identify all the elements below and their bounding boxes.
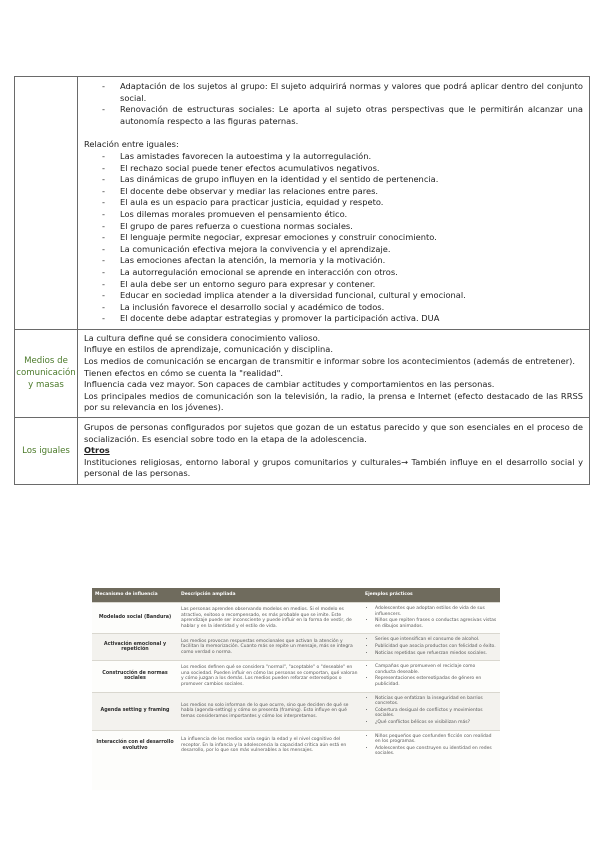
media-line: Los principales medios de comunicación son la televisión, la radio, la prensa e Internet (efecto destacado de las RRSS por su relevancia en los jóvenes). xyxy=(84,390,583,413)
example-item: • ¿Qué conflictos bélicos se visibilizan más? xyxy=(375,720,497,726)
list-item: - Las dinámicas de grupo influyen en la identidad y el sentido de pertenencia. xyxy=(100,174,583,186)
example-item: • Adolescentes que adoptan estilos de vida de sus influencers. xyxy=(375,606,497,617)
table-row xyxy=(92,634,500,661)
list-item: - El aula es un espacio para practicar justicia, equidad y respeto. xyxy=(100,197,583,209)
example-item: • Niños que repiten frases o conductas agresivas vistas en dibujos animados. xyxy=(375,618,497,629)
media-line: La cultura define qué se considera conocimiento valioso. xyxy=(84,332,321,343)
peer-relations-cell xyxy=(78,77,590,330)
description-cell: Los medios provocan respuestas emocionales que activan la atención y facilitan la memorización. Cuanto más se repite un mensaje, más se integra como verdad o norma. xyxy=(178,634,362,661)
mechanism-cell: Modelado social (Bandura) xyxy=(92,603,178,634)
examples-cell xyxy=(362,603,500,634)
media-label: Medios de comunicación y masas xyxy=(15,329,78,417)
others-text: Instituciones religiosas, entorno laboral y grupos comunitarios y culturales→ También influye en el desarrollo social y personal de las personas. xyxy=(84,456,583,479)
header-cell: Ejemplos prácticos xyxy=(362,588,500,603)
table-row xyxy=(92,692,500,730)
media-line: Los medios de comunicación se encargan de transmitir e informar sobre los acontecimientos (además de entretener). xyxy=(84,356,576,367)
example-item: • Noticias repetidas que refuerzan miedos sociales. xyxy=(375,651,497,657)
example-item: • Series que intensifican el consumo de alcohol. xyxy=(375,637,497,643)
example-item: • Publicidad que asocia productos con felicidad o éxito. xyxy=(375,644,497,650)
peers-heading: Relación entre iguales: xyxy=(84,139,179,150)
embedded-table xyxy=(92,588,500,761)
media-line: Influye en estilos de aprendizaje, comunicación y disciplina. xyxy=(84,344,334,355)
peers-bullet-list xyxy=(84,151,583,325)
description-cell: Las personas aprenden observando modelos en medios. Si el modelo es atractivo, exitoso o recompensado, es más probable que se imite. Este aprendizaje puede ser inconsciente y puede influir en la forma de vestir, de hablar y en la identidad y el estilo de vida. xyxy=(178,603,362,634)
description-cell: Los medios definen qué se considera "normal", "aceptable" o "deseable" en una sociedad. Pueden influir en cómo las personas se comportan, qué valoran y cómo juzgan a los demás. Los medios pueden reforzar estereotipos o promover cambios sociales. xyxy=(178,661,362,692)
example-item: • Campañas que promueven el reciclaje como conducta deseable. xyxy=(375,664,497,675)
list-item: - Los dilemas morales promueven el pensamiento ético. xyxy=(100,209,583,221)
list-item: - La inclusión favorece el desarrollo social y académico de todos. xyxy=(100,302,583,314)
peers-intro: Grupos de personas configurados por sujetos que gozan de un estatus parecido y que son esenciales en el proceso de socialización. Es esencial sobre todo en la etapa de la adolescencia. xyxy=(84,422,583,444)
peer-relations-row xyxy=(15,77,590,330)
socialization-agents-table xyxy=(14,76,590,485)
description-cell: Los medios no solo informan de lo que ocurre, sino que deciden de qué se habla (agenda-setting) y cómo se presenta (framing). Esto influye en qué temas consideramos importantes y cómo los interpretamos. xyxy=(178,692,362,730)
mechanism-cell: Interacción con el desarrollo evolutivo xyxy=(92,730,178,761)
others-heading: Otros xyxy=(84,445,110,456)
list-item: - El docente debe observar y mediar las relaciones entre pares. xyxy=(100,186,583,198)
top-bullet-list xyxy=(84,81,583,127)
empty-label-cell xyxy=(15,77,78,330)
example-item: • Noticias que enfatizan la inseguridad en barrios concretos. xyxy=(375,696,497,707)
media-cell xyxy=(78,329,590,417)
list-item: - Educar en sociedad implica atender a la diversidad funcional, cultural y emocional. xyxy=(100,290,583,302)
list-item: - Las amistades favorecen la autoestima y la autorregulación. xyxy=(100,151,583,163)
examples-cell xyxy=(362,730,500,761)
list-item: - El rechazo social puede tener efectos acumulativos negativos. xyxy=(100,163,583,175)
table-row xyxy=(92,603,500,634)
example-item: • Representaciones estereotipadas de género en publicidad. xyxy=(375,676,497,687)
list-item: - El lenguaje permite negociar, expresar emociones y construir conocimiento. xyxy=(100,232,583,244)
peers-label: Los iguales xyxy=(15,418,78,485)
description-cell: La influencia de los medios varía según la edad y el nivel cognitivo del receptor. En la infancia y la adolescencia la capacidad crítica aún está en desarrollo, por lo que son más vulnerables a los mensajes. xyxy=(178,730,362,761)
mechanism-cell: Activación emocional y repetición xyxy=(92,634,178,661)
media-influence-table-image xyxy=(92,588,500,790)
header-cell: Mecanismo de influencia xyxy=(92,588,178,603)
peers-row xyxy=(15,418,590,485)
media-line: Influencia cada vez mayor. Son capaces de cambiar actitudes y comportamientos en las personas. xyxy=(84,379,495,390)
list-item: - La autorregulación emocional se aprende en interacción con otros. xyxy=(100,267,583,279)
example-item: • Adolescentes que construyen su identidad en redes sociales. xyxy=(375,746,497,757)
list-item: - La comunicación efectiva mejora la convivencia y el aprendizaje. xyxy=(100,244,583,256)
list-item: - El grupo de pares refuerza o cuestiona normas sociales. xyxy=(100,221,583,233)
mechanism-cell: Construcción de normas sociales xyxy=(92,661,178,692)
examples-cell xyxy=(362,634,500,661)
table-row xyxy=(92,661,500,692)
list-item: - Adaptación de los sujetos al grupo: El sujeto adquirirá normas y valores que podrá aplicar dentro del conjunto social. xyxy=(100,81,583,104)
examples-cell xyxy=(362,692,500,730)
list-item: - Las emociones afectan la atención, la memoria y la motivación. xyxy=(100,255,583,267)
mechanism-cell: Agenda setting y framing xyxy=(92,692,178,730)
example-item: • Cobertura desigual de conflictos y movimientos sociales. xyxy=(375,708,497,719)
header-cell: Descripción ampliada xyxy=(178,588,362,603)
example-item: • Niños pequeños que confunden ficción con realidad en los programas. xyxy=(375,734,497,745)
media-row xyxy=(15,329,590,417)
list-item: - El docente debe adaptar estrategias y promover la participación activa. DUA xyxy=(100,313,583,325)
list-item: - Renovación de estructuras sociales: Le aporta al sujeto otras perspectivas que le permitirán alcanzar una autonomía respecto a las figuras paternas. xyxy=(100,104,583,127)
table-row xyxy=(92,730,500,761)
list-item: - El aula debe ser un entorno seguro para expresar y contener. xyxy=(100,279,583,291)
examples-cell xyxy=(362,661,500,692)
embedded-header-row xyxy=(92,588,500,603)
media-line: Tienen efectos en cómo se cuenta la "realidad". xyxy=(84,367,284,378)
peers-cell xyxy=(78,418,590,485)
